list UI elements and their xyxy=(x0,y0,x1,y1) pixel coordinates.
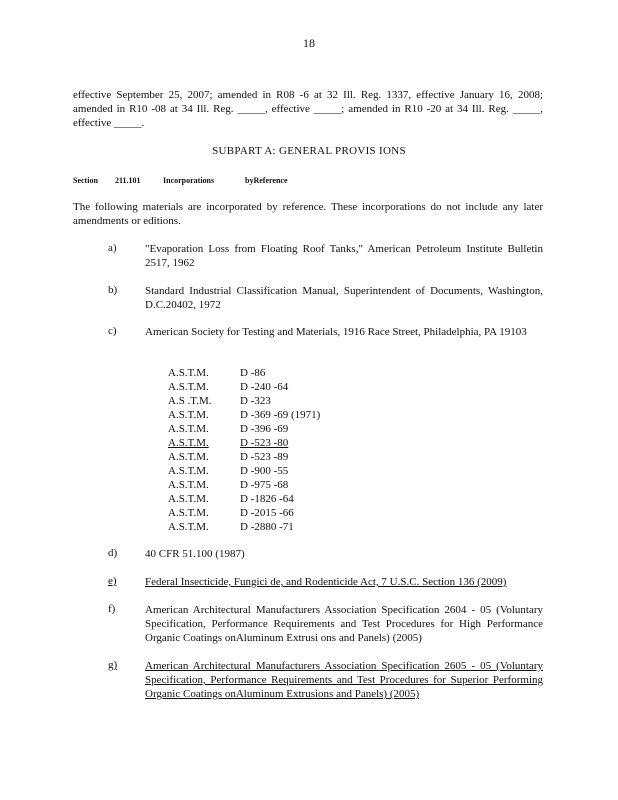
astm-code: D -369 -69 (1971) xyxy=(240,409,321,421)
astm-code: D -323 xyxy=(240,395,271,407)
astm-row xyxy=(168,380,320,394)
item-marker: f) xyxy=(108,603,116,615)
astm-row xyxy=(168,520,320,534)
astm-row xyxy=(168,464,320,478)
astm-code: D -523 -89 xyxy=(240,451,289,463)
astm-code: D -900 -55 xyxy=(240,465,289,477)
astm-row xyxy=(168,366,320,380)
astm-org: A.S.T.M. xyxy=(168,423,209,435)
astm-code: D -2015 -66 xyxy=(240,507,294,519)
astm-code: D -1826 -64 xyxy=(240,493,294,505)
astm-row xyxy=(168,422,320,436)
astm-code: D -240 -64 xyxy=(240,381,289,393)
astm-org: A.S.T.M. xyxy=(168,465,209,477)
astm-row xyxy=(168,436,320,450)
item-marker: c) xyxy=(108,325,117,337)
astm-org: A.S.T.M. xyxy=(168,409,209,421)
astm-code: D -2880 -71 xyxy=(240,521,294,533)
astm-code: D -86 xyxy=(240,367,266,379)
item-marker: a) xyxy=(108,242,117,254)
section-title xyxy=(73,176,288,185)
item-text: American Society for Testing and Materials, 1916 Race Street, Philadelphia, PA 19103 xyxy=(145,326,527,338)
astm-org: A.S.T.M. xyxy=(168,493,209,505)
item-text: American Architectural Manufacturers Association Specification 2604 - 05 (Voluntary Specification, Performance Requirements and Test Procedures for High Performance Organic Coatings onAluminum Extrusi ons and Panels) (2005) xyxy=(145,604,543,644)
item-text: "Evaporation Loss from Floating Roof Tanks," American Petroleum Institute Bulletin 2517, 1962 xyxy=(145,243,543,269)
amendment-history: effective September 25, 2007; amended in R08 -6 at 32 Ill. Reg. 1337, effective January 16, 2008; amended in R10 -08 at 34 Ill. Reg. _____, effective _____; amended in R10 -20 at 34 Ill. Reg. _____, effective _____. xyxy=(73,89,543,129)
astm-org: A.S.T.M. xyxy=(168,451,209,463)
item-marker: b) xyxy=(108,284,118,296)
astm-org: A.S.T.M. xyxy=(168,507,209,519)
section-title-a: Incorporations xyxy=(163,176,215,185)
astm-code: D -975 -68 xyxy=(240,479,289,491)
astm-org: A.S.T.M. xyxy=(168,381,209,393)
astm-org: A.S.T.M. xyxy=(168,367,209,379)
astm-org: A.S.T.M. xyxy=(168,437,209,449)
item-text: Federal Insecticide, Fungici de, and Rodenticide Act, 7 U.S.C. Section 136 (2009) xyxy=(145,576,507,588)
astm-code: D -396 -69 xyxy=(240,423,289,435)
item-marker: g) xyxy=(108,659,118,671)
section-number: 211.101 xyxy=(115,176,141,185)
astm-row xyxy=(168,450,320,464)
item-text: Standard Industrial Classification Manual, Superintendent of Documents, Washington, D.C.20402, 1972 xyxy=(145,285,543,311)
page-number: 18 xyxy=(303,36,315,50)
item-text: 40 CFR 51.100 (1987) xyxy=(145,548,245,560)
astm-row xyxy=(168,506,320,520)
subpart-heading: SUBPART A: GENERAL PROVIS IONS xyxy=(212,145,406,157)
astm-org: A.S.T.M. xyxy=(168,479,209,491)
astm-standards-list xyxy=(168,366,320,534)
item-marker: d) xyxy=(108,547,118,559)
astm-row xyxy=(168,478,320,492)
astm-org: A.S.T.M. xyxy=(168,521,209,533)
astm-code: D -523 -80 xyxy=(240,437,289,449)
item-text: American Architectural Manufacturers Association Specification 2605 - 05 (Voluntary Specification, Performance Requirements and Test Procedures for Superior Performing Organic Coatings onAluminum Extrusions and Panels) (2005) xyxy=(145,660,543,700)
astm-org: A.S .T.M. xyxy=(168,395,212,407)
section-label: Section xyxy=(73,176,98,185)
astm-row xyxy=(168,492,320,506)
section-title-b: byReference xyxy=(245,176,288,185)
astm-row xyxy=(168,394,320,408)
astm-row xyxy=(168,408,320,422)
item-marker: e) xyxy=(108,575,117,587)
lead-paragraph: The following materials are incorporated by reference. These incorporations do not include any later amendments or editions. xyxy=(73,201,543,227)
